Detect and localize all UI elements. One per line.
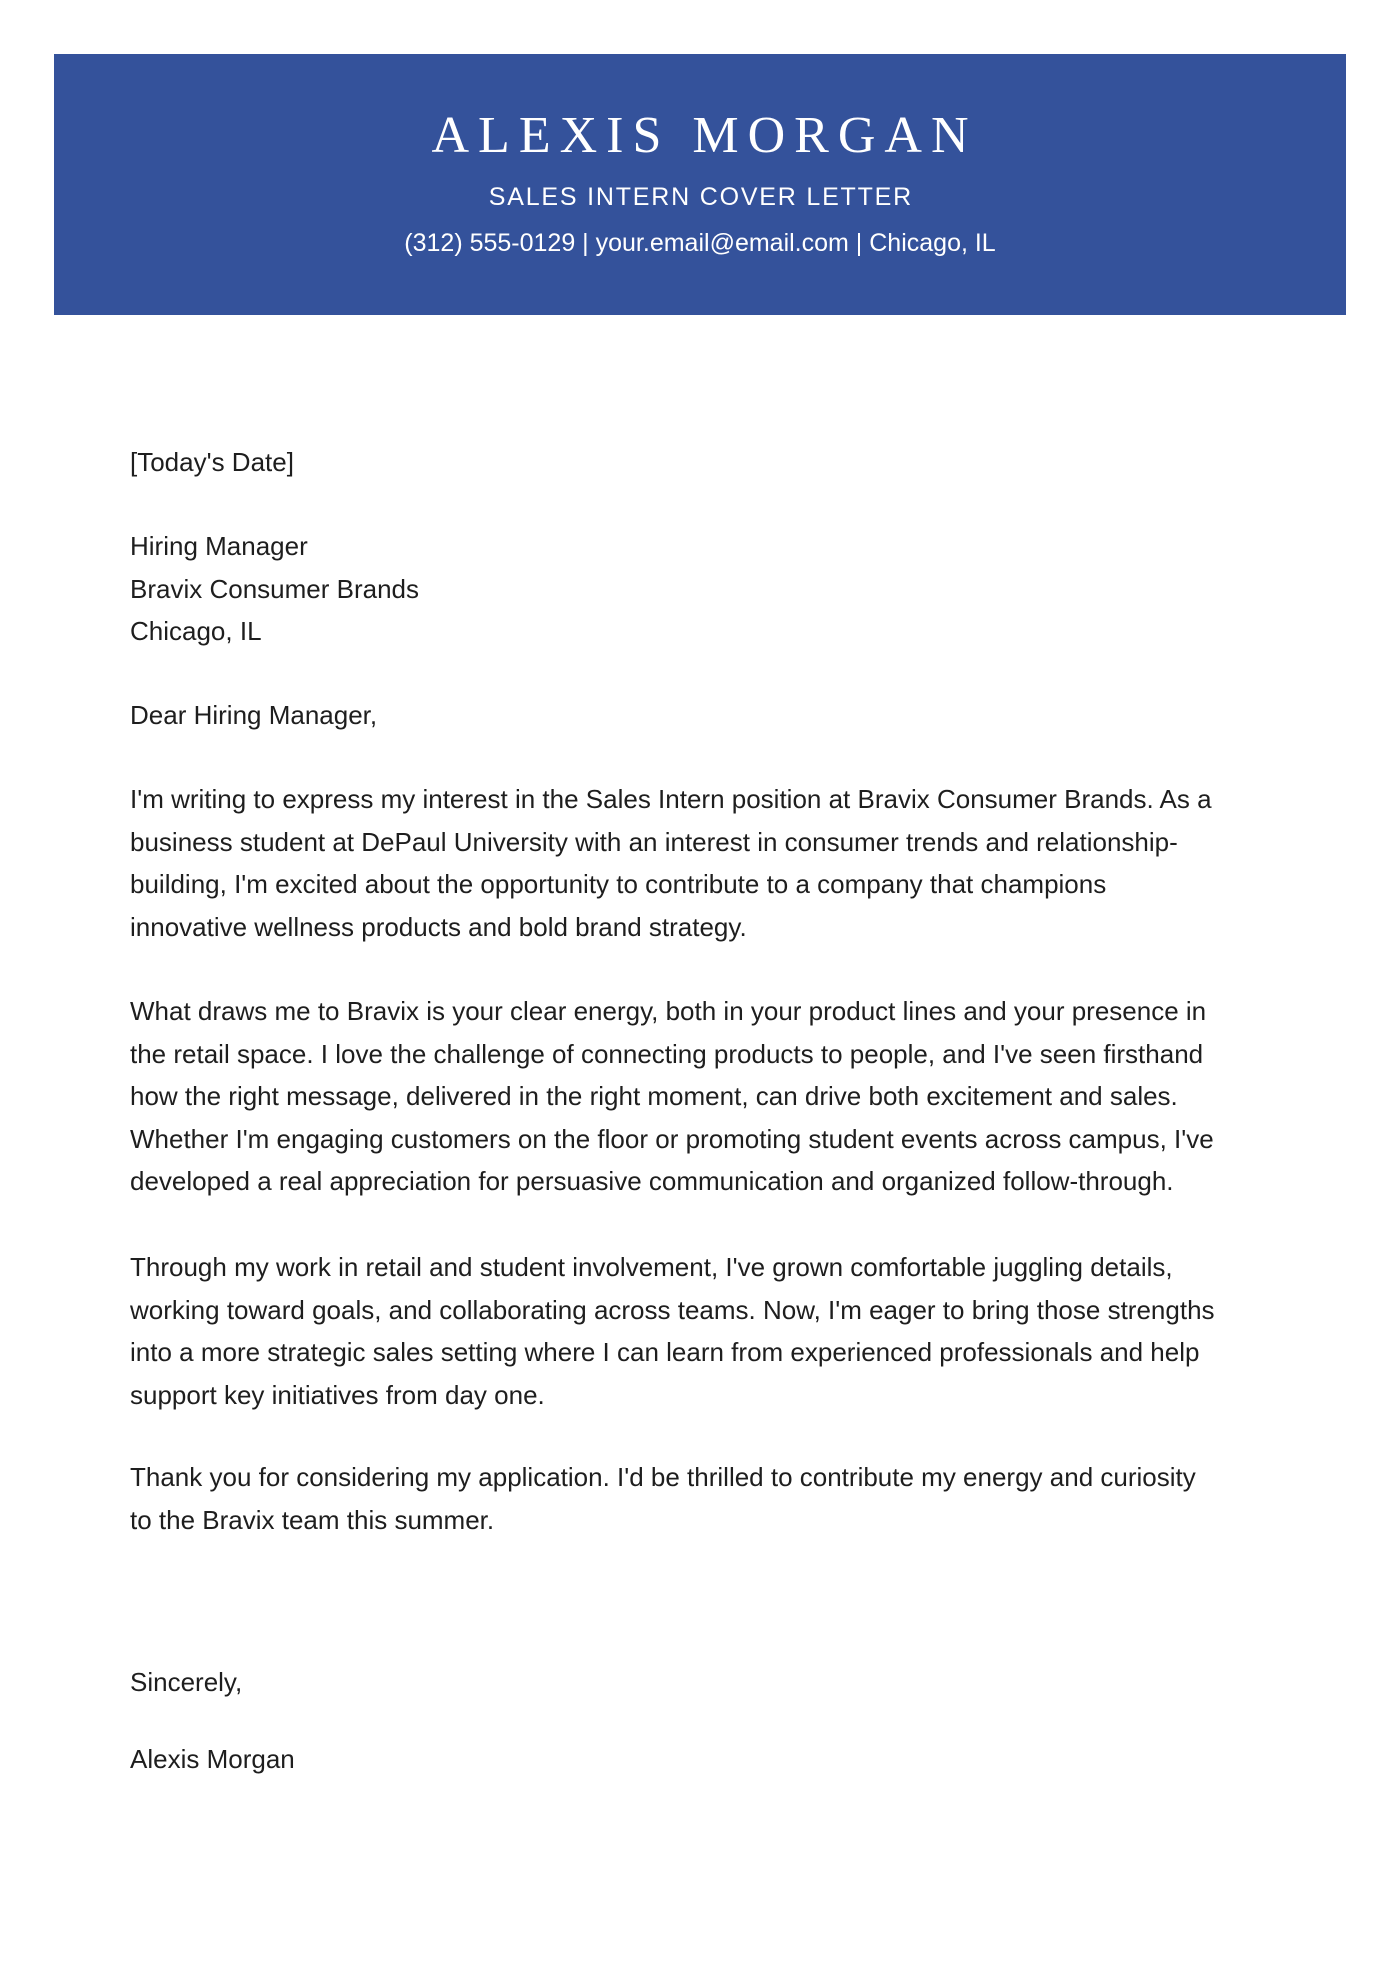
letter-date: [Today's Date]	[130, 447, 294, 477]
signature: Alexis Morgan	[130, 1744, 295, 1774]
salutation: Dear Hiring Manager,	[130, 700, 378, 730]
paragraph-intro: I'm writing to express my interest in the Sales Intern position at Bravix Consumer Brands. As a business student at DePaul University with an interest in consumer trends and relationship- building, I'm excited about the opportunity to contribute to a company that champions innovative wellness products and bold brand strategy.	[130, 784, 1212, 942]
recipient-address	[130, 525, 419, 653]
recipient-location: Chicago, IL	[130, 616, 262, 647]
paragraph-motivation: What draws me to Bravix is your clear energy, both in your product lines and your presence in the retail space. I love the challenge of connecting products to people, and I've seen firsthand how the right message, delivered in the right moment, can drive both excitement and sales. Whether I'm engaging customers on the floor or promoting student events across campus, I've developed a real appreciation for persuasive communication and organized follow-through.	[130, 996, 1214, 1197]
paragraph-closing: Thank you for considering my application. I'd be thrilled to contribute my energy and curiosity to the Bravix team this summer.	[130, 1462, 1196, 1535]
recipient-name: Hiring Manager	[130, 531, 308, 561]
paragraph-experience: Through my work in retail and student involvement, I've grown comfortable juggling details, working toward goals, and collaborating across teams. Now, I'm eager to bring those strengths into a more strategic sales setting where I can learn from experienced professionals and help support key initiatives from day one.	[130, 1252, 1215, 1410]
document-subtitle: SALES INTERN COVER LETTER	[488, 183, 914, 211]
closing-phrase: Sincerely,	[130, 1667, 243, 1697]
letter-header	[54, 54, 1346, 315]
recipient-company: Bravix Consumer Brands	[130, 573, 419, 604]
contact-info: (312) 555-0129 | your.email@email.com | Chicago, IL	[404, 229, 996, 257]
applicant-name: ALEXIS MORGAN	[431, 107, 978, 164]
